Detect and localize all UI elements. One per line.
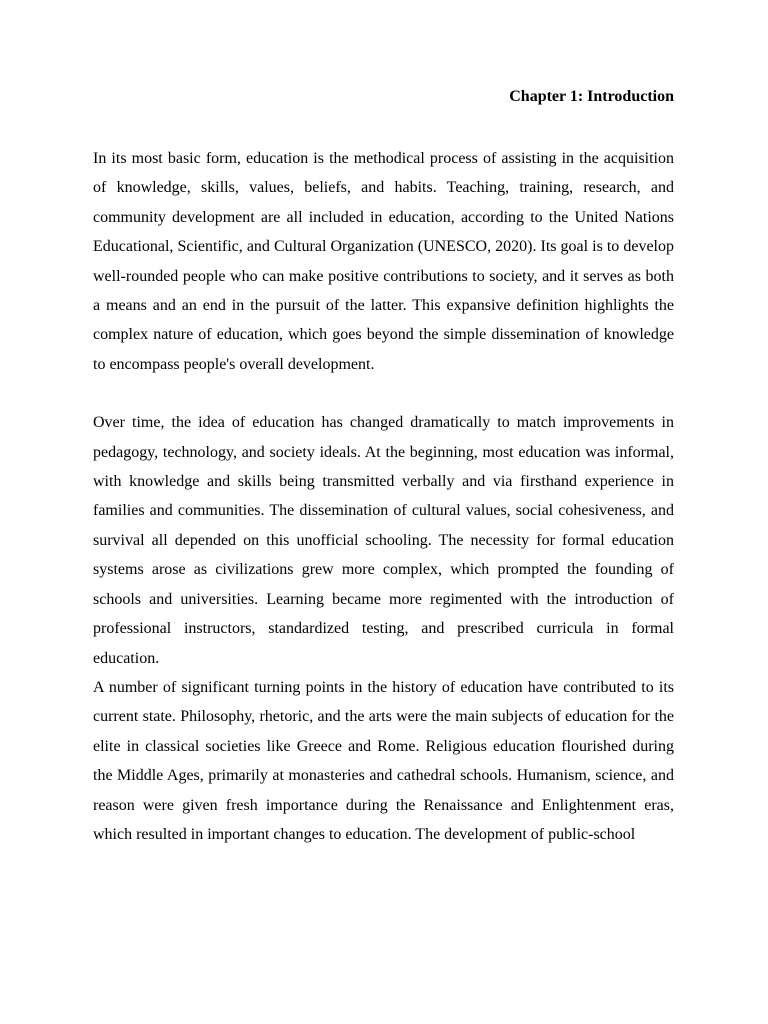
chapter-title: Chapter 1: Introduction bbox=[509, 88, 674, 105]
document-page bbox=[93, 84, 674, 849]
paragraph-education-definition: In its most basic form, education is the methodical process of assisting in the acquisition of knowledge, skills, values, beliefs, and habits. Teaching, training, research, and community development are all included in education, according to the United Nations Educational, Scientific, and Cultural Organization (UNESCO, 2020). Its goal is to develop well-rounded people who can make positive contributions to society, and it serves as both a means and an end in the pursuit of the latter. This expansive definition highlights the complex nature of education, which goes beyond the simple dissemination of knowledge to encompass people's overall development. bbox=[93, 150, 674, 373]
paragraph-education-history: A number of significant turning points in the history of education have contributed to its current state. Philosophy, rhetoric, and the arts were the main subjects of education for the elite in classical societies like Greece and Rome. Religious education flourished during the Middle Ages, primarily at monasteries and cathedral schools. Humanism, science, and reason were given fresh importance during the Renaissance and Enlightenment eras, which resulted in important changes to education. The development of public-school bbox=[93, 678, 674, 843]
paragraph-education-evolution: Over time, the idea of education has changed dramatically to match improvements in pedagogy, technology, and society ideals. At the beginning, most education was informal, with knowledge and skills being transmitted verbally and via firsthand experience in families and communities. The dissemination of cultural values, social cohesiveness, and survival all depended on this unofficial schooling. The necessity for formal education systems arose as civilizations grew more complex, which prompted the founding of schools and universities. Learning became more regimented with the introduction of professional instructors, standardized testing, and prescribed curricula in formal education. bbox=[93, 414, 674, 667]
